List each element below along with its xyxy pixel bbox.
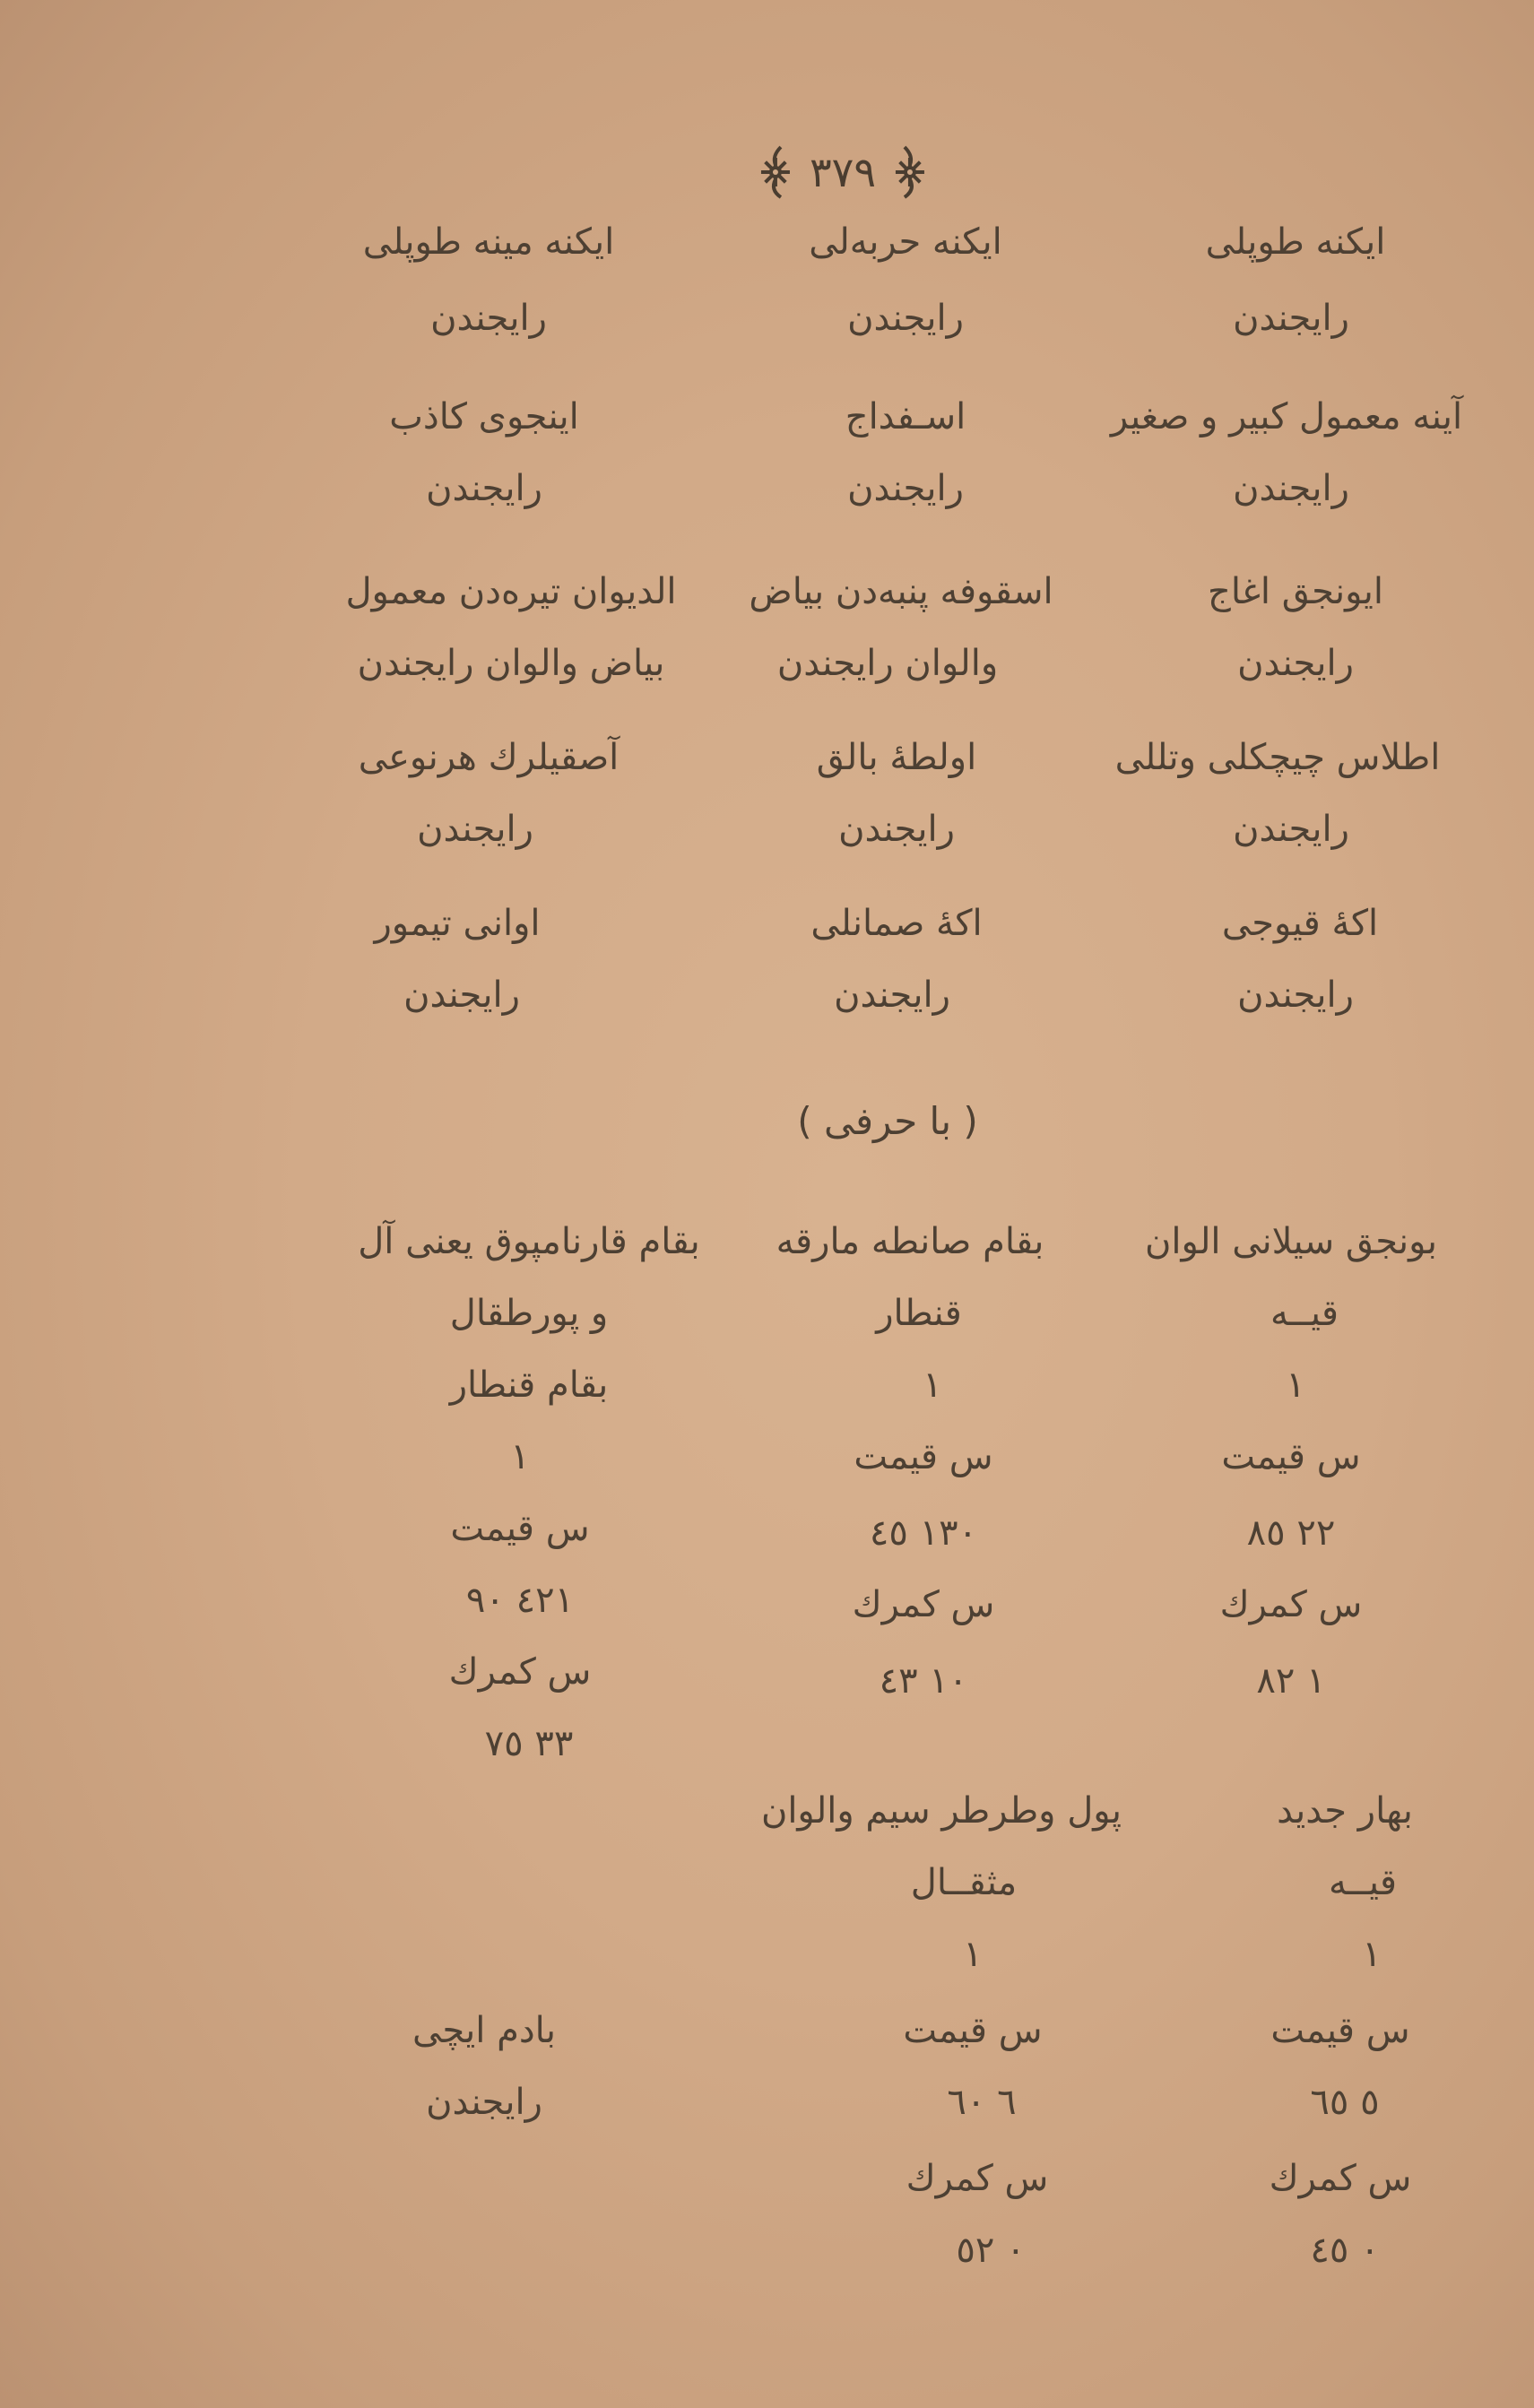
price-label: س قیمت <box>450 1508 590 1549</box>
item-name: بقام قارنامپوق یعنی آل <box>358 1221 700 1262</box>
item-unit: بقام قنطار <box>449 1364 609 1406</box>
page-number-header <box>754 143 932 201</box>
item-name: الدیوان تیره‌دن معمول <box>345 571 677 612</box>
item-name: آینه معمول کبیر و صغیر <box>1110 396 1463 437</box>
item-unit: قیــه <box>1328 1862 1398 1903</box>
duty-value: ٣٣ ٧٥ <box>484 1723 574 1764</box>
item-name: بقام صانطه مارقه <box>776 1221 1044 1262</box>
item-rate: رایجندن <box>847 298 964 339</box>
item-name: ایکنه حربه‌لی <box>809 221 1002 263</box>
duty-label: س کمرك <box>906 2158 1049 2199</box>
item-rate: رایجندن <box>417 809 533 850</box>
section-heading: ( با حرفی ) <box>797 1099 978 1143</box>
price-label: س قیمت <box>854 1436 993 1477</box>
price-value: ١٣٠ ٤٥ <box>869 1512 978 1554</box>
item-unit: قیــه <box>1270 1293 1339 1334</box>
price-value: ٥ ٦٥ <box>1310 2082 1380 2123</box>
item-name: آصقیلرك هرنوعی <box>358 737 620 778</box>
item-unit: قنطار <box>876 1293 962 1334</box>
item-quantity: ١ <box>963 1934 983 1975</box>
item-name: ایونجق اغاج <box>1208 571 1383 612</box>
item-name: اطلاس چیچکلی وتللی <box>1114 737 1441 778</box>
item-name: ایکنه طوپلی <box>1205 221 1386 263</box>
item-name: اینجوی کاذب <box>389 396 579 437</box>
price-label: س قیمت <box>1221 1436 1361 1477</box>
item-rate: رایجندن <box>403 974 520 1016</box>
star-flower-ornament-icon <box>888 143 932 201</box>
item-name: پول وطرطر سیم والوان <box>760 1790 1122 1832</box>
item-name: اکهٔ صمانلی <box>810 903 983 944</box>
item-name: اولطهٔ بالق <box>816 737 977 778</box>
item-rate: رایجندن <box>430 298 547 339</box>
item-name: اکهٔ قیوجی <box>1221 903 1379 944</box>
star-flower-ornament-icon <box>754 143 797 201</box>
item-name: بونجق سیلانی الوان <box>1145 1221 1437 1262</box>
item-name-line2: و پورطقال <box>449 1293 609 1334</box>
item-rate: رایجندن <box>834 974 950 1016</box>
duty-label: س کمرك <box>448 1651 592 1693</box>
item-rate: رایجندن <box>1233 809 1349 850</box>
item-rate: رایجندن <box>426 2082 542 2123</box>
price-value: ٢٢ ٨٥ <box>1246 1512 1336 1554</box>
duty-value: ٠ ٥٢ <box>956 2230 1026 2271</box>
duty-label: س کمرك <box>852 1584 995 1625</box>
item-quantity: ١ <box>1286 1364 1305 1406</box>
duty-value: ١٠ ٤٣ <box>879 1660 968 1702</box>
price-label: س قیمت <box>1270 2010 1410 2051</box>
item-unit: مثقــال <box>910 1862 1018 1903</box>
price-value: ٦ ٦٠ <box>947 2082 1017 2123</box>
price-value: ٤٢١ ٩٠ <box>465 1580 575 1621</box>
duty-label: س کمرك <box>1269 2158 1412 2199</box>
item-rate: رایجندن <box>426 468 542 509</box>
item-rate: بیاض والوان رایجندن <box>357 643 665 684</box>
page-number: ٣٧٩ <box>809 148 877 196</box>
item-quantity: ١ <box>923 1364 942 1406</box>
item-name: بادم ایچی <box>412 2010 557 2051</box>
item-rate: رایجندن <box>838 809 955 850</box>
item-name: بهار جدید <box>1277 1790 1413 1832</box>
duty-label: س کمرك <box>1219 1584 1363 1625</box>
item-name: اوانی تیمور <box>374 903 541 944</box>
item-name: اسقوفه پنبه‌دن بیاض <box>749 571 1053 612</box>
item-name: اسـفداج <box>845 396 966 437</box>
item-quantity: ١ <box>510 1436 530 1477</box>
item-name: ایکنه مینه طوپلی <box>362 221 615 263</box>
duty-value: ١ ٨٢ <box>1256 1660 1326 1702</box>
item-rate: رایجندن <box>1237 643 1354 684</box>
item-rate: رایجندن <box>1233 298 1349 339</box>
price-label: س قیمت <box>903 2010 1043 2051</box>
item-rate: رایجندن <box>1233 468 1349 509</box>
duty-value: ٠ ٤٥ <box>1310 2230 1380 2271</box>
item-rate: رایجندن <box>1237 974 1354 1016</box>
item-rate: رایجندن <box>847 468 964 509</box>
item-quantity: ١ <box>1362 1934 1382 1975</box>
item-rate: والوان رایجندن <box>776 643 999 684</box>
